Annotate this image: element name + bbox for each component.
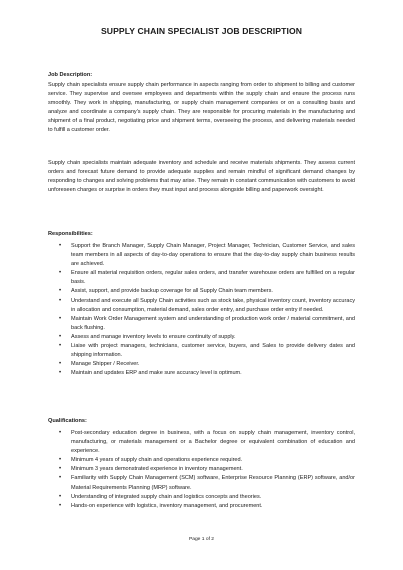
list-item: • Support the Branch Manager, Supply Chain Manager, Project Manager, Technician, Customer Service, and sales team members in all aspects of day-to-day operations to ensure that the day-to-day supply chain business results are achieved. [48, 242, 355, 269]
list-item: • Minimum 3 years demonstrated experience in inventory management. [48, 465, 355, 474]
job-description-paragraph-1: Supply chain specialists ensure supply chain performance in aspects ranging from order to shipment to billing and customer service. They supervise and oversee employees and departments within the supply chain and ensure the process runs smoothly. They work in shipping, manufacturing, or supply chain management companies or on a consulting basis and analyze and coordinate a company's supply chain. They are responsible for procuring materials in the manufacturing and shipment of a final product, negotiating price and shipment terms, overseeing the process, and delivering materials needed to fulfill a customer order. [48, 82, 355, 134]
page-number: Page 1 of 2 [188, 537, 215, 542]
qualifications-list [48, 429, 355, 511]
list-item: • Minimum 4 years of supply chain and operations experience required. [48, 456, 355, 465]
list-item: • Assess and manage inventory levels to ensure continuity of supply. [48, 333, 355, 342]
list-item: • Assist, support, and provide backup coverage for all Supply Chain team members. [48, 287, 355, 296]
list-item: • Manage Shipper / Receiver. [48, 360, 355, 369]
list-item: • Post-secondary education degree in business, with a focus on supply chain management, inventory control, manufacturing, or materials management or a Bachelor degree or equivalent combination of education and experience. [48, 429, 355, 456]
responsibilities-list [48, 242, 355, 378]
list-item: • Understand and execute all Supply Chain activities such as stock take, physical inventory count, inventory accuracy in allocation and consumption, material demand, sales order entry, and purchase order entry if needed. [48, 297, 355, 315]
list-item: • Ensure all material requisition orders, regular sales orders, and transfer warehouse orders are fulfilled on a regular basis. [48, 269, 355, 287]
job-description-heading: Job Description: [48, 72, 93, 78]
qualifications-heading: Qualifications: [48, 418, 87, 424]
responsibilities-heading: Responsibilities: [48, 231, 93, 237]
list-item: • Understanding of integrated supply chain and logistics concepts and theories. [48, 493, 355, 502]
list-item: • Liaise with project managers, technicians, customer service, buyers, and Sales to provide delivery dates and shipping information. [48, 342, 355, 360]
job-description-paragraph-2: Supply chain specialists maintain adequate inventory and schedule and receive materials shipments. They assess current orders and forecast future demand to provide adequate supplies and remain mindful of significant demand changes by responding to changes and solving problems that may arise. They remain in constant communication with customers to avoid unforeseen charges or surprise in orders they must input and process alongside billing and paperwork oversight. [48, 160, 355, 194]
list-item: • Maintain and updates ERP and make sure accuracy level is optimum. [48, 369, 355, 378]
document-title: SUPPLY CHAIN SPECIALIST JOB DESCRIPTION [100, 26, 303, 36]
list-item: • Hands-on experience with logistics, inventory management, and procurement. [48, 502, 355, 511]
list-item: • Familiarity with Supply Chain Management (SCM) software, Enterprise Resource Planning (ERP) software, and/or Material Requirements Planning (MRP) software. [48, 474, 355, 492]
list-item: • Maintain Work Order Management system and understanding of production work order / material commitment, and back flushing. [48, 315, 355, 333]
